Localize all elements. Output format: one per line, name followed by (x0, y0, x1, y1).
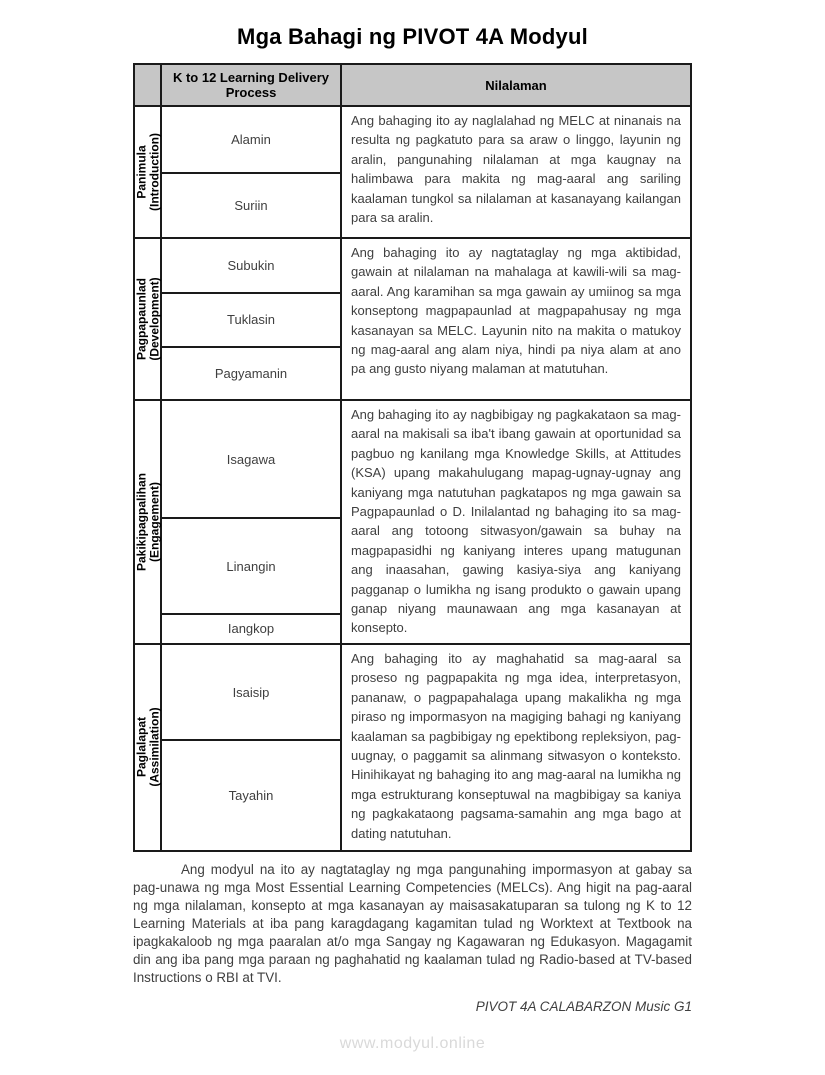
rotated-section-label (135, 708, 160, 787)
header-cell-nilalaman: Nilalaman (485, 77, 547, 93)
process-cell-iangkop: Iangkop (227, 621, 275, 637)
footer-paragraph: Ang modyul na ito ay nagtataglay ng mga pangunahing impormasyon at gabay sa pag-unawa ng mga Most Essential Learning Competencies (MELCs). Ang higit na pag-aaral ng mga nilalaman, konsepto at mga kasanayan ay maisasakatuparan sa tulong ng K to 12 Learning Materials at iba pang karagdagang kagamitan tulad ng Worktext at Textbook na ipagkakaloob ng mga paaralan at/o mga Sangay ng Kagawaran ng Edukasyon. Magagamit din ang iba pang mga paraan ng paghahatid ng kaalaman tulad ng Radio-based at TV-based Instructions o RBI at TVI. (133, 861, 692, 985)
process-cell-alamin: Alamin (162, 107, 340, 174)
process-cell-subukin: Subukin (162, 239, 340, 294)
section-label-cell (135, 401, 162, 643)
section-label-text: Pakikipagpalihan (134, 472, 148, 571)
section-label-text: Pagpapaunlad (134, 278, 148, 361)
process-column (162, 239, 342, 399)
section-content-text: Ang bahaging ito ay maghahatid sa mag-aaral sa proseso ng pagpapakita ng mga idea, interpretasyon, pananaw, o pagpapahalaga upang makalikha ng mga piraso ng impormasyon na magiging bahagi ng kaniyang kaalaman sa pagbibigay ng epektibong repleksiyon, pag-uugnay, o paggamit sa alinmang sitwasyon o konteksto. Hinihikayat ng bahaging ito ang mag-aaral na lumikha ng mga estrukturang konseptuwal na magbibigay sa kaniya ng pagkakataong pagsama-samahin ang mga bago at dating natutuhan. (351, 650, 681, 841)
rotated-section-label (135, 473, 160, 571)
section-label-subtext: (Engagement) (146, 481, 161, 562)
section-content-text: Ang bahaging ito ay nagbibigay ng pagkakataon sa mag-aaral na makisali sa iba't ibang gawain at oportunidad sa pagbuo ng kanilang mga Knowledge Skills, at Attitudes (KSA) upang makahulugang mapag-ugnay-ugnay ang kaniyang mga natutuhan pagkatapos ng mga gawain sa Pagpapaunlad o D. Inilalantad ng bahaging ito sa mag-aaral ang totoong sitwasyon/gawain sa buhay na magpapasidhi ng kaniyang interes upang matugunan ang inaasahan, gawing kasiya-siya ang kaniyang pagganap o lumikha ng isang produkto o gawain upang ganap niyang maunawaan ang mga kasanayan at konsepto. (351, 407, 681, 636)
section-label-text: Panimula (134, 145, 148, 199)
process-cell-tayahin: Tayahin (228, 788, 274, 804)
module-parts-table (133, 63, 692, 852)
section-label-text: Paglalapat (134, 717, 148, 778)
header-cell-process: K to 12 Learning Delivery Process (162, 65, 342, 105)
table-section-panimula (135, 107, 690, 239)
table-section-pagpapaunlad (135, 239, 690, 401)
page-title: Mga Bahagi ng PIVOT 4A Modyul (237, 24, 588, 49)
process-cell-pagyamanin: Pagyamanin (214, 366, 288, 382)
process-cell-isaisip: Isaisip (162, 645, 340, 741)
process-cell-suriin: Suriin (234, 197, 268, 213)
section-content-text: Ang bahaging ito ay naglalahad ng MELC at ninanais na resulta ng pagkatuto para sa araw o linggo, layunin ng aralin, pangunahing nilalaman at mga kaugnay na halimbawa para makita ng mag-aaral ang sariling kaalaman tungkol sa nilalaman at kasanayang kailangan para sa aralin. (351, 113, 681, 226)
section-label-subtext: (Development) (146, 277, 161, 361)
document-attribution: PIVOT 4A CALABARZON Music G1 (475, 998, 692, 1014)
process-column (162, 645, 342, 850)
process-column (162, 401, 342, 643)
process-cell-linangin: Linangin (162, 519, 340, 614)
section-label-cell (135, 645, 162, 850)
watermark-text: www.modyul.online (339, 1035, 486, 1052)
process-cell-tuklasin: Tuklasin (162, 294, 340, 349)
header-cell-empty (135, 65, 162, 105)
rotated-section-label (135, 277, 160, 360)
table-section-paglalapat (135, 645, 690, 850)
section-content-text: Ang bahaging ito ay nagtataglay ng mga aktibidad, gawain at nilalaman na mahalaga at kawili-wili sa mag-aaral. Ang karamihan sa mga gawain ay umiinog sa mga konseptong magpapaunlad at magpapahusay ng mga kasanayan sa MELC. Layunin nito na makita o matukoy ng mag-aaral ang alam niya, hindi pa niya alam at ano pa ang gusto niyang malaman at matutuhan. (351, 245, 681, 377)
process-cell-isagawa: Isagawa (162, 401, 340, 519)
table-section-pakikipagpalihan (135, 401, 690, 645)
table-header-row (135, 65, 690, 107)
process-column (162, 107, 342, 237)
rotated-section-label (135, 133, 160, 211)
section-label-cell (135, 107, 162, 237)
section-label-subtext: (Introduction) (146, 133, 161, 211)
section-label-subtext: (Assimilation) (146, 707, 161, 788)
section-label-cell (135, 239, 162, 399)
